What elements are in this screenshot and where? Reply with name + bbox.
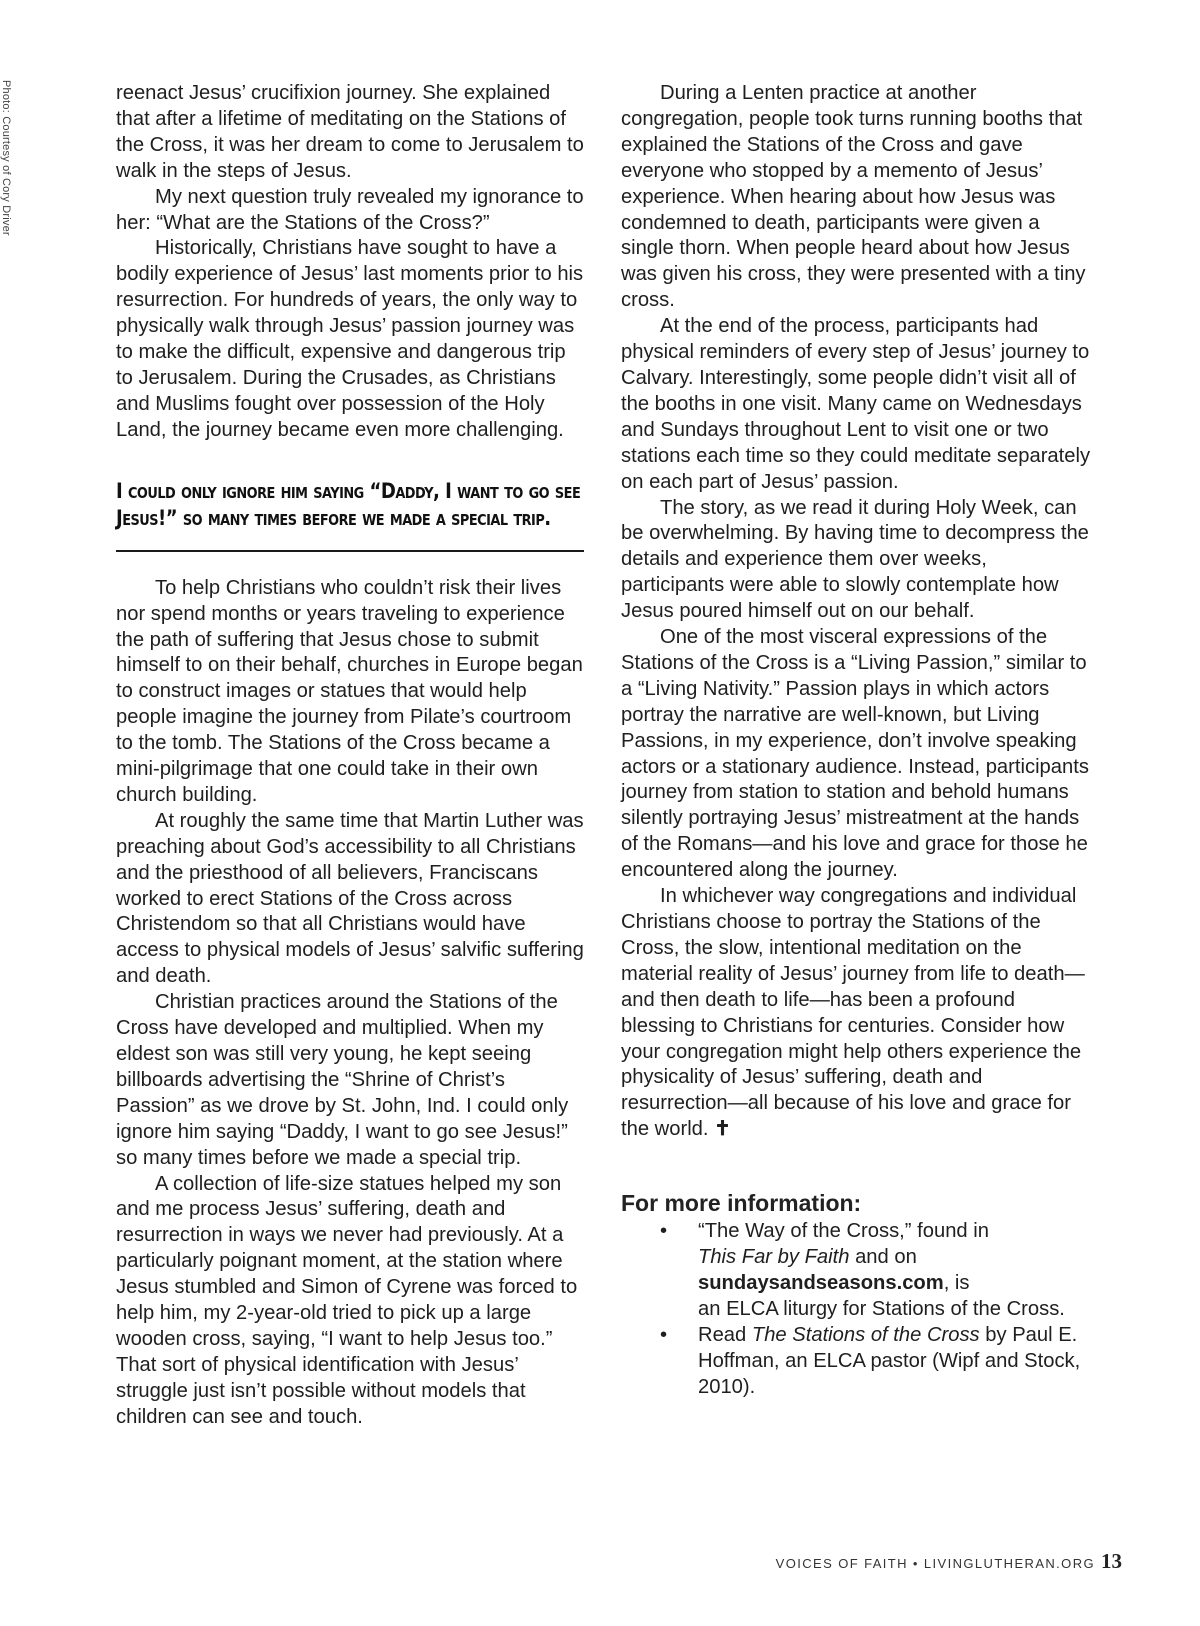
paragraph: My next question truly revealed my ignorance to her: “What are the Stations of the Cross?” [116, 185, 584, 234]
paragraph: One of the most visceral expressions of the Stations of the Cross is a “Living Passion,” similar to a “Living Nativity.” Passion plays in which actors portray the narrative are well-known, but Living Passions, in my experience, don’t involve speaking actors or a stationary audience. Instead, participants journey from station to station and behold humans silently portraying Jesus’ mistreatment at the hands of the Romans—and his love and grace for those he encountered along the journey. [621, 626, 1089, 882]
right-column [621, 81, 1091, 1401]
list-item [621, 1219, 1091, 1323]
pull-quote-text: I could only ignore him saying “Daddy, I want to go see Jesus!” so many times before we made a special trip. [116, 478, 581, 530]
paragraph [621, 884, 1091, 1143]
paragraph: Historically, Christians have sought to have a bodily experience of Jesus’ last moments prior to his resurrection. For hundreds of years, the only way to physically walk through Jesus’ passion journey was to make the difficult, expensive and dangerous trip to Jerusalem. During the Crusades, as Christians and Muslims fought over possession of the Holy Land, the journey became even more challenging. [116, 237, 584, 441]
item-text: , is [943, 1271, 970, 1294]
photo-credit-text: Photo: Courtesy of Cory Driver [0, 80, 12, 236]
more-info-heading: For more information: [621, 1190, 862, 1217]
cross-end-mark-icon: ✝ [714, 1118, 732, 1141]
bullet-icon: • [660, 1220, 668, 1243]
book-title: This Far by Faith [698, 1246, 850, 1269]
paragraph: reenact Jesus’ crucifixion journey. She explained that after a lifetime of meditating on the Stations of the Cross, it was her dream to come to Jerusalem to walk in the steps of Jesus. [116, 82, 584, 182]
website-link[interactable]: sundaysandseasons.com [698, 1271, 944, 1294]
page-footer [776, 1549, 1122, 1574]
footer-text: VOICES OF FAITH • LIVINGLUTHERAN.ORG [775, 1556, 1095, 1571]
page-number: 13 [1101, 1549, 1122, 1573]
paragraph: The story, as we read it during Holy Week, can be overwhelming. By having time to decompress the details and experience them over weeks, participants were able to slowly contemplate how Jesus poured himself out on our behalf. [621, 496, 1089, 623]
pull-quote [116, 478, 584, 552]
bullet-icon: • [660, 1323, 668, 1346]
list-item [621, 1323, 1091, 1401]
item-text: by Paul E. Hoffman, an ELCA pastor (Wipf and Stock, 2010). [698, 1323, 1081, 1398]
more-info-list [621, 1219, 1091, 1400]
paragraph-text: In whichever way congregations and individual Christians choose to portray the Stations of the Cross, the slow, intentional meditation on the material reality of Jesus’ journey from life to death—and then death to life—has been a profound blessing to Christians for centuries. Consider how your congregation might help others experience the physicality of Jesus’ suffering, death and resurrection—all because of his love and grace for the world. [621, 885, 1085, 1141]
paragraph: A collection of life-size statues helped my son and me process Jesus’ suffering, death and resurrection in ways we never had previously. At a particularly poignant moment, at the station where Jesus stumbled and Simon of Cyrene was forced to help him, my 2-year-old tried to pick up a large wooden cross, saying, “I want to help Jesus too.” That sort of physical identification with Jesus’ struggle just isn’t possible without models that children can see and touch. [116, 1172, 578, 1428]
more-info-box [621, 1189, 1091, 1400]
item-text: Read [698, 1323, 747, 1346]
book-title: The Stations of the Cross [751, 1323, 980, 1346]
item-text: and on [855, 1246, 917, 1269]
left-column [116, 81, 584, 1431]
photo-credit [2, 80, 22, 270]
paragraph: To help Christians who couldn’t risk their lives nor spend months or years traveling to experience the path of suffering that Jesus chose to submit himself to on their behalf, churches in Europe began to construct images or statues that would help people imagine the journey from Pilate’s courtroom to the tomb. The Stations of the Cross became a mini-pilgrimage that one could take in their own church building. [116, 576, 583, 806]
paragraph: At the end of the process, participants had physical reminders of every step of Jesus’ journey to Calvary. Interestingly, some people didn’t visit all of the booths in one visit. Many came on Wednesdays and Sundays throughout Lent to visit one or two stations each time so they could meditate separately on each part of Jesus’ passion. [621, 315, 1091, 493]
paragraph: At roughly the same time that Martin Luther was preaching about God’s accessibility to all Christians and the priesthood of all believers, Franciscans worked to erect Stations of the Cross across Christendom so that all Christians would have access to physical models of Jesus’ salvific suffering and death. [116, 809, 584, 988]
item-text: “The Way of the Cross,” found in [698, 1220, 989, 1243]
paragraph: Christian practices around the Stations of the Cross have developed and multiplied. When my eldest son was still very young, he kept seeing billboards advertising the “Shrine of Christ’s Passion” as we drove by St. John, Ind. I could only ignore him saying “Daddy, I want to go see Jesus!” so many times before we made a special trip. [116, 991, 569, 1169]
item-text: an ELCA liturgy for Stations of the Cross. [698, 1297, 1065, 1320]
paragraph: During a Lenten practice at another congregation, people took turns running booths that explained the Stations of the Cross and gave everyone who stopped by a memento of Jesus’ experience. When hearing about how Jesus was condemned to death, participants were given a single thorn. When people heard about how Jesus was given his cross, they were presented with a tiny cross. [621, 82, 1086, 312]
